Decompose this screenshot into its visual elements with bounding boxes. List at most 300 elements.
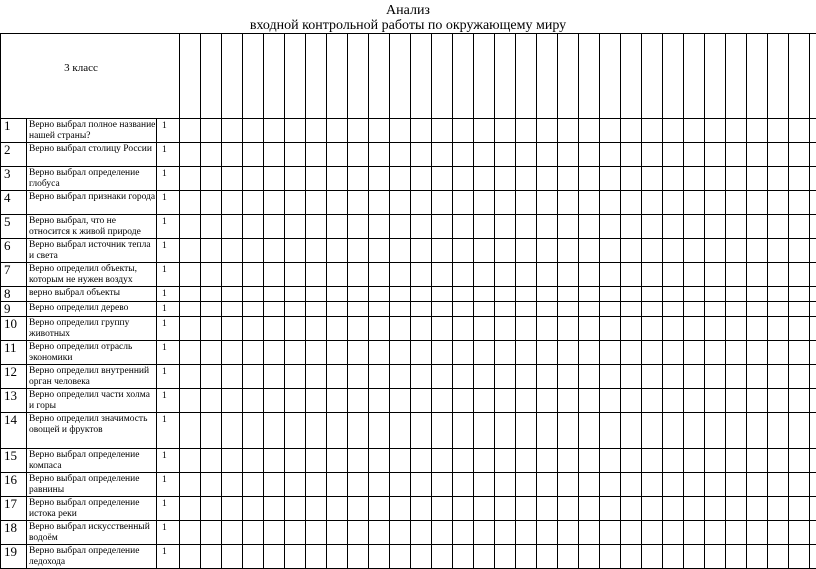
result-cell[interactable] — [453, 143, 474, 167]
result-cell[interactable] — [747, 302, 768, 317]
result-cell[interactable] — [579, 545, 600, 569]
result-cell[interactable] — [327, 215, 348, 239]
result-cell[interactable] — [726, 287, 747, 302]
result-cell[interactable] — [285, 287, 306, 302]
result-cell[interactable] — [264, 215, 285, 239]
result-cell[interactable] — [495, 545, 516, 569]
result-cell[interactable] — [726, 119, 747, 143]
result-cell[interactable] — [411, 545, 432, 569]
result-cell[interactable] — [495, 263, 516, 287]
result-cell[interactable] — [558, 191, 579, 215]
result-cell[interactable] — [621, 191, 642, 215]
result-cell[interactable] — [810, 413, 816, 449]
result-cell[interactable] — [516, 497, 537, 521]
result-cell[interactable] — [306, 317, 327, 341]
result-cell[interactable] — [222, 167, 243, 191]
result-cell[interactable] — [747, 143, 768, 167]
result-cell[interactable] — [369, 497, 390, 521]
result-cell[interactable] — [474, 287, 495, 302]
result-cell[interactable] — [222, 341, 243, 365]
result-cell[interactable] — [306, 263, 327, 287]
result-cell[interactable] — [684, 143, 705, 167]
result-cell[interactable] — [222, 239, 243, 263]
result-cell[interactable] — [558, 521, 579, 545]
result-cell[interactable] — [201, 521, 222, 545]
result-cell[interactable] — [663, 413, 684, 449]
result-cell[interactable] — [327, 143, 348, 167]
result-cell[interactable] — [768, 302, 789, 317]
result-cell[interactable] — [285, 341, 306, 365]
result-cell[interactable] — [348, 263, 369, 287]
result-cell[interactable] — [201, 389, 222, 413]
result-cell[interactable] — [789, 239, 810, 263]
result-cell[interactable] — [705, 119, 726, 143]
result-cell[interactable] — [705, 191, 726, 215]
result-cell[interactable] — [264, 191, 285, 215]
result-cell[interactable] — [789, 287, 810, 302]
result-cell[interactable] — [180, 449, 201, 473]
result-cell[interactable] — [537, 545, 558, 569]
result-cell[interactable] — [369, 317, 390, 341]
result-cell[interactable] — [201, 473, 222, 497]
result-cell[interactable] — [180, 215, 201, 239]
result-cell[interactable] — [243, 413, 264, 449]
result-cell[interactable] — [579, 302, 600, 317]
result-cell[interactable] — [537, 143, 558, 167]
result-cell[interactable] — [180, 365, 201, 389]
result-cell[interactable] — [579, 521, 600, 545]
result-cell[interactable] — [726, 263, 747, 287]
result-cell[interactable] — [789, 143, 810, 167]
result-cell[interactable] — [810, 119, 816, 143]
result-cell[interactable] — [201, 365, 222, 389]
result-cell[interactable] — [411, 191, 432, 215]
result-cell[interactable] — [453, 365, 474, 389]
result-cell[interactable] — [621, 263, 642, 287]
result-cell[interactable] — [348, 167, 369, 191]
result-cell[interactable] — [201, 302, 222, 317]
result-cell[interactable] — [495, 119, 516, 143]
result-cell[interactable] — [621, 545, 642, 569]
result-cell[interactable] — [663, 143, 684, 167]
result-cell[interactable] — [201, 413, 222, 449]
result-cell[interactable] — [579, 497, 600, 521]
result-cell[interactable] — [621, 389, 642, 413]
result-cell[interactable] — [327, 302, 348, 317]
result-cell[interactable] — [810, 497, 816, 521]
result-cell[interactable] — [705, 365, 726, 389]
result-cell[interactable] — [348, 389, 369, 413]
result-cell[interactable] — [789, 413, 810, 449]
result-cell[interactable] — [621, 473, 642, 497]
result-cell[interactable] — [306, 497, 327, 521]
result-cell[interactable] — [243, 389, 264, 413]
result-cell[interactable] — [600, 191, 621, 215]
result-cell[interactable] — [705, 317, 726, 341]
result-cell[interactable] — [243, 317, 264, 341]
result-cell[interactable] — [474, 191, 495, 215]
result-cell[interactable] — [348, 449, 369, 473]
result-cell[interactable] — [180, 263, 201, 287]
result-cell[interactable] — [600, 119, 621, 143]
result-cell[interactable] — [663, 191, 684, 215]
result-cell[interactable] — [453, 119, 474, 143]
result-cell[interactable] — [747, 341, 768, 365]
result-cell[interactable] — [180, 341, 201, 365]
result-cell[interactable] — [306, 521, 327, 545]
result-cell[interactable] — [600, 317, 621, 341]
result-cell[interactable] — [474, 302, 495, 317]
result-cell[interactable] — [558, 449, 579, 473]
result-cell[interactable] — [369, 191, 390, 215]
result-cell[interactable] — [390, 167, 411, 191]
result-cell[interactable] — [390, 239, 411, 263]
result-cell[interactable] — [327, 413, 348, 449]
result-cell[interactable] — [600, 545, 621, 569]
result-cell[interactable] — [516, 119, 537, 143]
result-cell[interactable] — [201, 287, 222, 302]
result-cell[interactable] — [243, 287, 264, 302]
result-cell[interactable] — [495, 365, 516, 389]
result-cell[interactable] — [222, 287, 243, 302]
result-cell[interactable] — [621, 215, 642, 239]
result-cell[interactable] — [726, 389, 747, 413]
result-cell[interactable] — [726, 167, 747, 191]
result-cell[interactable] — [684, 263, 705, 287]
result-cell[interactable] — [600, 449, 621, 473]
result-cell[interactable] — [768, 215, 789, 239]
result-cell[interactable] — [390, 521, 411, 545]
result-cell[interactable] — [411, 302, 432, 317]
result-cell[interactable] — [558, 497, 579, 521]
result-cell[interactable] — [222, 143, 243, 167]
result-cell[interactable] — [516, 413, 537, 449]
result-cell[interactable] — [705, 521, 726, 545]
result-cell[interactable] — [642, 389, 663, 413]
result-cell[interactable] — [411, 521, 432, 545]
result-cell[interactable] — [222, 389, 243, 413]
result-cell[interactable] — [369, 287, 390, 302]
result-cell[interactable] — [264, 473, 285, 497]
result-cell[interactable] — [474, 143, 495, 167]
result-cell[interactable] — [705, 545, 726, 569]
result-cell[interactable] — [789, 215, 810, 239]
result-cell[interactable] — [621, 317, 642, 341]
result-cell[interactable] — [768, 119, 789, 143]
result-cell[interactable] — [474, 317, 495, 341]
result-cell[interactable] — [642, 413, 663, 449]
result-cell[interactable] — [747, 497, 768, 521]
result-cell[interactable] — [579, 341, 600, 365]
result-cell[interactable] — [621, 302, 642, 317]
result-cell[interactable] — [684, 365, 705, 389]
result-cell[interactable] — [285, 449, 306, 473]
result-cell[interactable] — [663, 119, 684, 143]
result-cell[interactable] — [705, 413, 726, 449]
result-cell[interactable] — [663, 449, 684, 473]
result-cell[interactable] — [705, 389, 726, 413]
result-cell[interactable] — [201, 143, 222, 167]
result-cell[interactable] — [432, 389, 453, 413]
result-cell[interactable] — [789, 545, 810, 569]
result-cell[interactable] — [285, 302, 306, 317]
result-cell[interactable] — [642, 521, 663, 545]
result-cell[interactable] — [558, 143, 579, 167]
result-cell[interactable] — [243, 215, 264, 239]
result-cell[interactable] — [495, 389, 516, 413]
result-cell[interactable] — [453, 545, 474, 569]
result-cell[interactable] — [285, 239, 306, 263]
result-cell[interactable] — [789, 473, 810, 497]
result-cell[interactable] — [264, 389, 285, 413]
result-cell[interactable] — [348, 365, 369, 389]
result-cell[interactable] — [243, 341, 264, 365]
result-cell[interactable] — [474, 389, 495, 413]
result-cell[interactable] — [369, 521, 390, 545]
result-cell[interactable] — [810, 302, 816, 317]
result-cell[interactable] — [579, 263, 600, 287]
result-cell[interactable] — [390, 263, 411, 287]
result-cell[interactable] — [411, 239, 432, 263]
result-cell[interactable] — [495, 473, 516, 497]
result-cell[interactable] — [369, 413, 390, 449]
result-cell[interactable] — [243, 302, 264, 317]
result-cell[interactable] — [747, 545, 768, 569]
result-cell[interactable] — [222, 215, 243, 239]
result-cell[interactable] — [600, 389, 621, 413]
result-cell[interactable] — [411, 119, 432, 143]
result-cell[interactable] — [327, 365, 348, 389]
result-cell[interactable] — [222, 317, 243, 341]
result-cell[interactable] — [621, 521, 642, 545]
result-cell[interactable] — [432, 473, 453, 497]
result-cell[interactable] — [747, 167, 768, 191]
result-cell[interactable] — [768, 167, 789, 191]
result-cell[interactable] — [285, 167, 306, 191]
result-cell[interactable] — [810, 191, 816, 215]
result-cell[interactable] — [201, 545, 222, 569]
result-cell[interactable] — [579, 473, 600, 497]
result-cell[interactable] — [369, 263, 390, 287]
result-cell[interactable] — [726, 317, 747, 341]
result-cell[interactable] — [327, 521, 348, 545]
result-cell[interactable] — [306, 215, 327, 239]
result-cell[interactable] — [747, 389, 768, 413]
result-cell[interactable] — [789, 449, 810, 473]
result-cell[interactable] — [621, 143, 642, 167]
result-cell[interactable] — [516, 167, 537, 191]
result-cell[interactable] — [369, 389, 390, 413]
result-cell[interactable] — [516, 143, 537, 167]
result-cell[interactable] — [705, 263, 726, 287]
result-cell[interactable] — [348, 413, 369, 449]
result-cell[interactable] — [495, 413, 516, 449]
result-cell[interactable] — [810, 473, 816, 497]
result-cell[interactable] — [558, 365, 579, 389]
result-cell[interactable] — [264, 449, 285, 473]
result-cell[interactable] — [243, 545, 264, 569]
result-cell[interactable] — [663, 473, 684, 497]
result-cell[interactable] — [180, 302, 201, 317]
result-cell[interactable] — [579, 287, 600, 302]
result-cell[interactable] — [411, 389, 432, 413]
result-cell[interactable] — [180, 473, 201, 497]
result-cell[interactable] — [390, 341, 411, 365]
result-cell[interactable] — [474, 545, 495, 569]
result-cell[interactable] — [747, 263, 768, 287]
result-cell[interactable] — [684, 167, 705, 191]
result-cell[interactable] — [726, 365, 747, 389]
result-cell[interactable] — [432, 449, 453, 473]
result-cell[interactable] — [327, 191, 348, 215]
result-cell[interactable] — [243, 497, 264, 521]
result-cell[interactable] — [495, 341, 516, 365]
result-cell[interactable] — [642, 191, 663, 215]
result-cell[interactable] — [285, 143, 306, 167]
result-cell[interactable] — [621, 341, 642, 365]
result-cell[interactable] — [495, 239, 516, 263]
result-cell[interactable] — [579, 389, 600, 413]
result-cell[interactable] — [642, 287, 663, 302]
result-cell[interactable] — [285, 263, 306, 287]
result-cell[interactable] — [453, 473, 474, 497]
result-cell[interactable] — [222, 521, 243, 545]
result-cell[interactable] — [432, 191, 453, 215]
result-cell[interactable] — [327, 263, 348, 287]
result-cell[interactable] — [348, 143, 369, 167]
result-cell[interactable] — [201, 215, 222, 239]
result-cell[interactable] — [768, 263, 789, 287]
result-cell[interactable] — [516, 365, 537, 389]
result-cell[interactable] — [621, 365, 642, 389]
result-cell[interactable] — [663, 521, 684, 545]
result-cell[interactable] — [537, 263, 558, 287]
result-cell[interactable] — [537, 497, 558, 521]
result-cell[interactable] — [789, 389, 810, 413]
result-cell[interactable] — [768, 449, 789, 473]
result-cell[interactable] — [600, 287, 621, 302]
result-cell[interactable] — [453, 215, 474, 239]
result-cell[interactable] — [537, 449, 558, 473]
result-cell[interactable] — [453, 413, 474, 449]
result-cell[interactable] — [558, 341, 579, 365]
result-cell[interactable] — [285, 521, 306, 545]
result-cell[interactable] — [348, 473, 369, 497]
result-cell[interactable] — [558, 167, 579, 191]
result-cell[interactable] — [222, 263, 243, 287]
result-cell[interactable] — [789, 521, 810, 545]
result-cell[interactable] — [537, 167, 558, 191]
result-cell[interactable] — [495, 143, 516, 167]
result-cell[interactable] — [705, 473, 726, 497]
result-cell[interactable] — [327, 239, 348, 263]
result-cell[interactable] — [432, 263, 453, 287]
result-cell[interactable] — [684, 287, 705, 302]
result-cell[interactable] — [495, 191, 516, 215]
result-cell[interactable] — [810, 215, 816, 239]
result-cell[interactable] — [495, 521, 516, 545]
result-cell[interactable] — [768, 341, 789, 365]
result-cell[interactable] — [180, 287, 201, 302]
result-cell[interactable] — [411, 167, 432, 191]
result-cell[interactable] — [768, 473, 789, 497]
result-cell[interactable] — [453, 239, 474, 263]
result-cell[interactable] — [369, 302, 390, 317]
result-cell[interactable] — [810, 287, 816, 302]
result-cell[interactable] — [411, 473, 432, 497]
result-cell[interactable] — [285, 191, 306, 215]
result-cell[interactable] — [264, 545, 285, 569]
result-cell[interactable] — [432, 215, 453, 239]
result-cell[interactable] — [537, 365, 558, 389]
result-cell[interactable] — [180, 167, 201, 191]
result-cell[interactable] — [369, 239, 390, 263]
result-cell[interactable] — [432, 143, 453, 167]
result-cell[interactable] — [327, 167, 348, 191]
result-cell[interactable] — [222, 413, 243, 449]
result-cell[interactable] — [411, 413, 432, 449]
result-cell[interactable] — [537, 215, 558, 239]
result-cell[interactable] — [642, 449, 663, 473]
result-cell[interactable] — [180, 521, 201, 545]
result-cell[interactable] — [306, 239, 327, 263]
result-cell[interactable] — [579, 365, 600, 389]
result-cell[interactable] — [348, 317, 369, 341]
result-cell[interactable] — [369, 341, 390, 365]
result-cell[interactable] — [663, 215, 684, 239]
result-cell[interactable] — [369, 365, 390, 389]
result-cell[interactable] — [768, 365, 789, 389]
result-cell[interactable] — [642, 473, 663, 497]
result-cell[interactable] — [516, 215, 537, 239]
result-cell[interactable] — [243, 119, 264, 143]
result-cell[interactable] — [726, 191, 747, 215]
result-cell[interactable] — [201, 239, 222, 263]
result-cell[interactable] — [516, 191, 537, 215]
result-cell[interactable] — [705, 143, 726, 167]
result-cell[interactable] — [201, 341, 222, 365]
result-cell[interactable] — [516, 239, 537, 263]
result-cell[interactable] — [285, 119, 306, 143]
result-cell[interactable] — [306, 449, 327, 473]
result-cell[interactable] — [600, 143, 621, 167]
result-cell[interactable] — [726, 239, 747, 263]
result-cell[interactable] — [726, 215, 747, 239]
result-cell[interactable] — [810, 263, 816, 287]
result-cell[interactable] — [663, 497, 684, 521]
result-cell[interactable] — [684, 497, 705, 521]
result-cell[interactable] — [600, 497, 621, 521]
result-cell[interactable] — [537, 389, 558, 413]
result-cell[interactable] — [537, 119, 558, 143]
result-cell[interactable] — [663, 317, 684, 341]
result-cell[interactable] — [222, 497, 243, 521]
result-cell[interactable] — [327, 545, 348, 569]
result-cell[interactable] — [264, 143, 285, 167]
result-cell[interactable] — [558, 302, 579, 317]
result-cell[interactable] — [684, 449, 705, 473]
result-cell[interactable] — [243, 191, 264, 215]
result-cell[interactable] — [579, 167, 600, 191]
result-cell[interactable] — [474, 497, 495, 521]
result-cell[interactable] — [327, 341, 348, 365]
result-cell[interactable] — [579, 317, 600, 341]
result-cell[interactable] — [264, 365, 285, 389]
result-cell[interactable] — [516, 302, 537, 317]
result-cell[interactable] — [348, 287, 369, 302]
result-cell[interactable] — [390, 365, 411, 389]
result-cell[interactable] — [747, 119, 768, 143]
